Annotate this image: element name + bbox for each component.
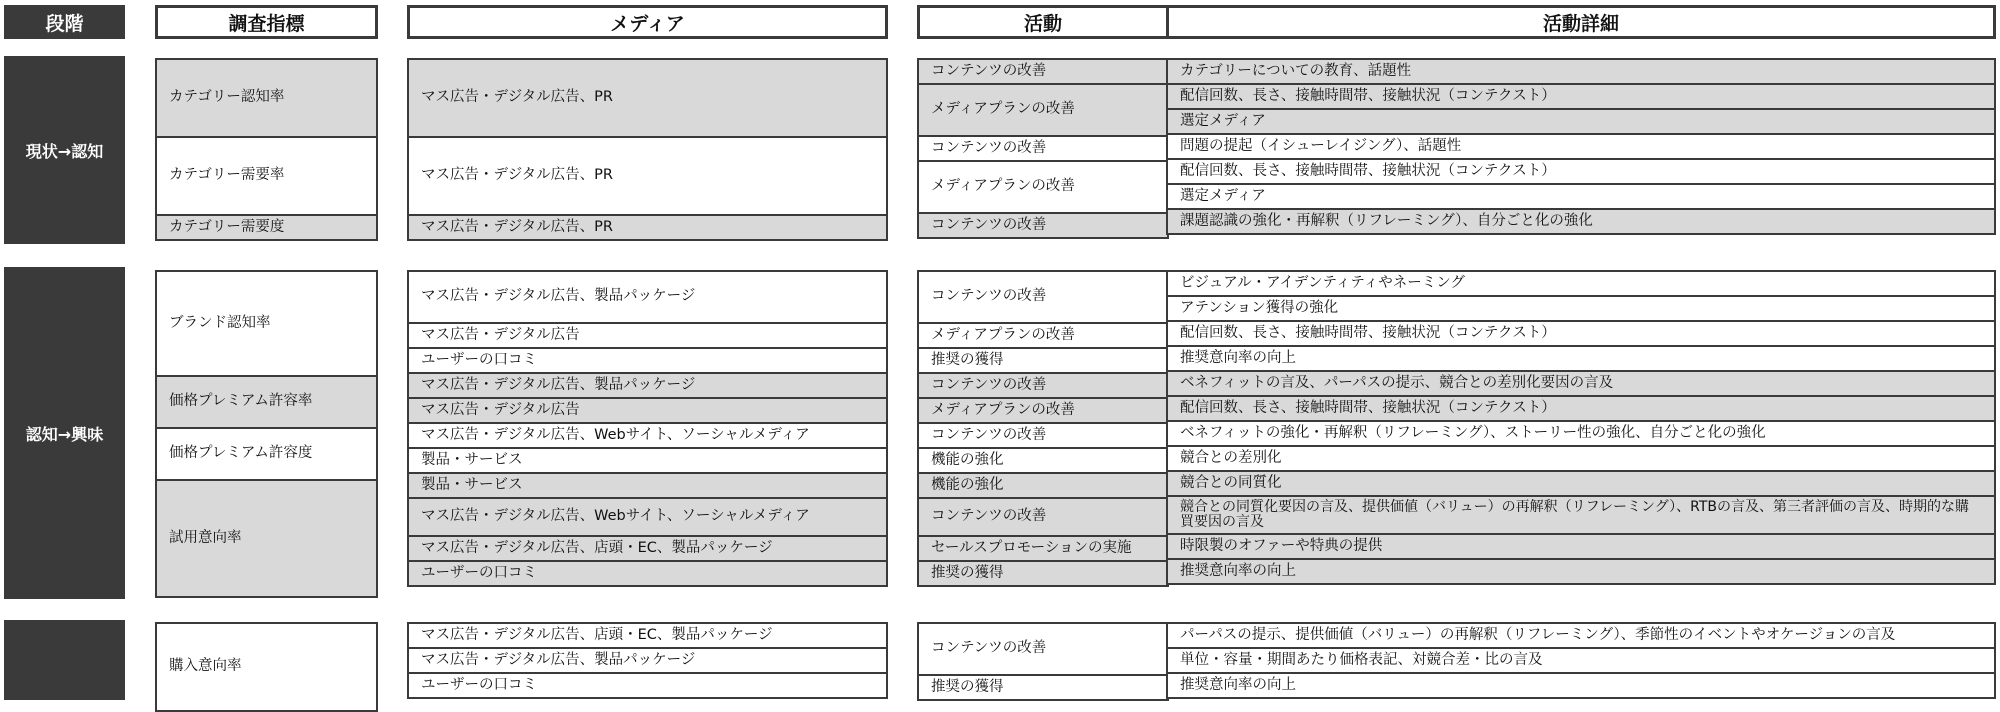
media-cell — [407, 397, 888, 424]
stage-label: 現状→認知 — [25, 141, 104, 161]
stage-label: 認知→興味 — [25, 424, 104, 444]
header-stage-label: 段階 — [45, 12, 84, 35]
indicator-text: 購入意向率 — [169, 658, 242, 675]
detail-text: 配信回数、長さ、接触時間帯、接触状況（コンテクスト） — [1180, 324, 1556, 341]
detail-cell — [1166, 533, 1996, 560]
detail-text: 競合との差別化 — [1180, 449, 1282, 466]
activity-cell — [917, 58, 1169, 85]
media-cell — [407, 422, 888, 449]
detail-cell — [1166, 647, 1996, 674]
indicator-text: カテゴリー需要度 — [169, 218, 285, 235]
indicator-cell — [155, 427, 378, 481]
indicator-column — [155, 622, 378, 712]
indicator-cell — [155, 479, 378, 598]
detail-cell — [1166, 445, 1996, 472]
activity-text: コンテンツの改善 — [931, 216, 1047, 233]
detail-text: 競合との同質化 — [1180, 474, 1282, 491]
media-cell — [407, 647, 888, 674]
indicator-text: カテゴリー認知率 — [169, 89, 285, 106]
media-cell — [407, 372, 888, 399]
media-text: マス広告・デジタル広告 — [421, 326, 580, 343]
media-text: マス広告・デジタル広告、店頭・EC、製品パッケージ — [421, 626, 773, 643]
detail-cell — [1166, 133, 1996, 160]
media-text: マス広告・デジタル広告、Webサイト、ソーシャルメディア — [421, 508, 810, 525]
media-text: マス広告・デジタル広告、PR — [421, 218, 613, 235]
stage-awareness — [4, 56, 125, 244]
indicator-cell — [155, 58, 378, 138]
activity-cell — [917, 497, 1169, 537]
media-column — [407, 270, 888, 587]
detail-text: 配信回数、長さ、接触時間帯、接触状況（コンテクスト） — [1180, 87, 1556, 104]
detail-column — [1166, 622, 1996, 699]
header-media-label: メディア — [610, 12, 685, 35]
detail-text: 配信回数、長さ、接触時間帯、接触状況（コンテクスト） — [1180, 162, 1556, 179]
detail-cell — [1166, 395, 1996, 422]
activity-cell — [917, 560, 1169, 587]
detail-cell — [1166, 345, 1996, 372]
detail-text: パーパスの提示、提供価値（バリュー）の再解釈（リフレーミング）、季節性のイベントやオケージョンの言及 — [1180, 626, 1896, 643]
header-detail-label: 活動詳細 — [1542, 12, 1619, 35]
detail-text: 問題の提起（イシューレイジング）、話題性 — [1180, 137, 1462, 154]
media-text: マス広告・デジタル広告、Webサイト、ソーシャルメディア — [421, 426, 810, 443]
activity-text: メディアプランの改善 — [931, 326, 1075, 343]
media-cell — [407, 447, 888, 474]
media-text: マス広告・デジタル広告、製品パッケージ — [421, 376, 696, 393]
activity-cell — [917, 347, 1169, 374]
header-media — [407, 5, 888, 39]
detail-cell — [1166, 420, 1996, 447]
indicator-text: 価格プレミアム許容率 — [169, 393, 313, 410]
detail-column — [1166, 58, 1996, 235]
activity-cell — [917, 270, 1169, 324]
media-cell — [407, 214, 888, 241]
activity-text: コンテンツの改善 — [931, 426, 1047, 443]
detail-cell — [1166, 158, 1996, 185]
indicator-text: カテゴリー需要率 — [169, 167, 285, 184]
media-text: 製品・サービス — [421, 476, 523, 493]
detail-text: 推奨意向率の向上 — [1180, 349, 1296, 366]
media-text: マス広告・デジタル広告、店頭・EC、製品パッケージ — [421, 539, 773, 556]
media-column — [407, 58, 888, 241]
activity-text: コンテンツの改善 — [931, 508, 1047, 525]
activity-text: メディアプランの改善 — [931, 101, 1075, 118]
activity-cell — [917, 535, 1169, 562]
detail-cell — [1166, 295, 1996, 322]
activity-text: 推奨の獲得 — [931, 564, 1004, 581]
indicator-column — [155, 270, 378, 598]
detail-text: 単位・容量・期間あたり価格表記、対競合差・比の言及 — [1180, 651, 1543, 668]
media-text: マス広告・デジタル広告、製品パッケージ — [421, 288, 696, 305]
detail-cell — [1166, 370, 1996, 397]
header-activity-label: 活動 — [1023, 12, 1062, 35]
activity-text: コンテンツの改善 — [931, 376, 1047, 393]
media-text: マス広告・デジタル広告、PR — [421, 167, 613, 184]
detail-cell — [1166, 270, 1996, 297]
header-detail — [1166, 5, 1996, 39]
activity-cell — [917, 372, 1169, 399]
activity-text: 機能の強化 — [931, 476, 1004, 493]
detail-cell — [1166, 672, 1996, 699]
activity-column — [917, 270, 1169, 587]
detail-cell — [1166, 622, 1996, 649]
activity-text: メディアプランの改善 — [931, 178, 1075, 195]
indicator-cell — [155, 375, 378, 429]
detail-text: 時限製のオファーや特典の提供 — [1180, 537, 1383, 554]
detail-text: ベネフィットの強化・再解釈（リフレーミング）、ストーリー性の強化、自分ごと化の強化 — [1180, 424, 1766, 441]
media-cell — [407, 560, 888, 587]
detail-cell — [1166, 183, 1996, 210]
activity-cell — [917, 447, 1169, 474]
media-text: ユーザーの口コミ — [421, 564, 537, 581]
stage-purchase — [4, 620, 125, 700]
activity-text: 推奨の獲得 — [931, 678, 1004, 695]
media-cell — [407, 347, 888, 374]
detail-text: 競合との同質化要因の言及、提供価値（バリュー）の再解釈（リフレーミング）、RTBの言及、第三者評価の言及、時期的な購買要因の言及 — [1180, 498, 1970, 530]
activity-text: コンテンツの改善 — [931, 62, 1047, 79]
detail-text: アテンション獲得の強化 — [1180, 299, 1339, 316]
detail-text: 選定メディア — [1180, 112, 1266, 129]
header-indicator-label: 調査指標 — [228, 12, 305, 35]
stage-interest — [4, 267, 125, 599]
media-column — [407, 622, 888, 699]
detail-text: 推奨意向率の向上 — [1180, 562, 1296, 579]
indicator-cell — [155, 214, 378, 241]
detail-text: カテゴリーについての教育、話題性 — [1180, 62, 1412, 79]
activity-text: メディアプランの改善 — [931, 401, 1075, 418]
activity-column — [917, 58, 1169, 239]
header-stage — [4, 5, 125, 39]
indicator-cell — [155, 270, 378, 377]
detail-cell — [1166, 208, 1996, 235]
media-cell — [407, 136, 888, 216]
detail-cell — [1166, 558, 1996, 585]
activity-cell — [917, 674, 1169, 701]
indicator-text: ブランド認知率 — [169, 314, 271, 331]
activity-text: 機能の強化 — [931, 451, 1004, 468]
media-text: ユーザーの口コミ — [421, 676, 537, 693]
activity-cell — [917, 422, 1169, 449]
detail-cell — [1166, 58, 1996, 85]
detail-cell — [1166, 108, 1996, 135]
activity-cell — [917, 135, 1169, 162]
media-cell — [407, 672, 888, 699]
media-text: ユーザーの口コミ — [421, 351, 537, 368]
media-text: マス広告・デジタル広告、PR — [421, 89, 613, 106]
header-indicator — [155, 5, 378, 39]
detail-column — [1166, 270, 1996, 585]
detail-text: ビジュアル・アイデンティティやネーミング — [1180, 274, 1465, 291]
media-text: マス広告・デジタル広告 — [421, 401, 580, 418]
activity-text: コンテンツの改善 — [931, 139, 1047, 156]
media-cell — [407, 270, 888, 324]
indicator-column — [155, 58, 378, 241]
detail-text: 選定メディア — [1180, 187, 1266, 204]
media-cell — [407, 322, 888, 349]
detail-text: 配信回数、長さ、接触時間帯、接触状況（コンテクスト） — [1180, 399, 1556, 416]
detail-text: 課題認識の強化・再解釈（リフレーミング）、自分ごと化の強化 — [1180, 212, 1593, 229]
activity-text: コンテンツの改善 — [931, 640, 1047, 657]
detail-text: 推奨意向率の向上 — [1180, 676, 1296, 693]
activity-column — [917, 622, 1169, 701]
media-cell — [407, 535, 888, 562]
activity-cell — [917, 397, 1169, 424]
indicator-text: 価格プレミアム許容度 — [169, 445, 313, 462]
activity-cell — [917, 83, 1169, 137]
activity-text: セールスプロモーションの実施 — [931, 539, 1132, 556]
detail-cell — [1166, 83, 1996, 110]
indicator-text: 試用意向率 — [169, 529, 242, 546]
activity-cell — [917, 212, 1169, 239]
header-activity — [917, 5, 1169, 39]
activity-cell — [917, 322, 1169, 349]
indicator-cell — [155, 622, 378, 712]
media-cell — [407, 497, 888, 537]
activity-cell — [917, 472, 1169, 499]
activity-text: コンテンツの改善 — [931, 288, 1047, 305]
media-cell — [407, 58, 888, 138]
detail-text: ベネフィットの言及、パーパスの提示、競合との差別化要因の言及 — [1180, 374, 1614, 391]
media-cell — [407, 472, 888, 499]
media-text: 製品・サービス — [421, 451, 523, 468]
detail-cell — [1166, 495, 1996, 535]
media-cell — [407, 622, 888, 649]
indicator-cell — [155, 136, 378, 216]
activity-cell — [917, 160, 1169, 214]
activity-text: 推奨の獲得 — [931, 351, 1004, 368]
media-text: マス広告・デジタル広告、製品パッケージ — [421, 651, 696, 668]
activity-cell — [917, 622, 1169, 676]
detail-cell — [1166, 320, 1996, 347]
detail-cell — [1166, 470, 1996, 497]
